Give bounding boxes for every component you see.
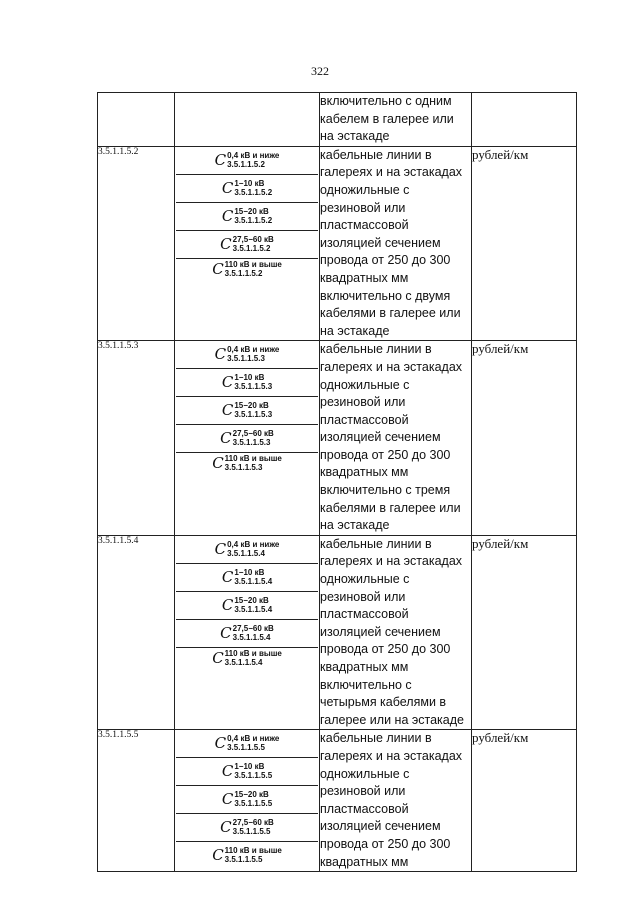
formula-sub: 3.5.1.1.5.4	[234, 576, 273, 586]
formula-0-4kv	[176, 341, 318, 369]
table-row	[98, 535, 577, 730]
formula-sup: 27,5−60 кВ	[232, 623, 274, 633]
formula-0-4kv	[176, 730, 318, 758]
code-cell	[98, 93, 175, 147]
formula-27-60kv	[176, 620, 318, 648]
formula-sup: 0,4 кВ и ниже	[227, 539, 280, 549]
formula-base: C	[221, 762, 234, 781]
formula-sup: 15−20 кВ	[234, 206, 269, 216]
formula-base: C	[212, 846, 224, 865]
formula-base: C	[220, 234, 232, 253]
formula-15-20kv	[176, 786, 318, 814]
formula-sub: 3.5.1.1.5.2	[232, 243, 271, 253]
formula-sup: 1−10 кВ	[234, 178, 265, 188]
code-cell: 3.5.1.1.5.2	[98, 146, 175, 341]
formula-base: C	[221, 206, 234, 225]
formula-sup: 27,5−60 кВ	[232, 429, 274, 439]
formula-sup: 27,5−60 кВ	[232, 818, 274, 828]
formula-sub: 3.5.1.1.5.2	[224, 268, 263, 278]
page-number: 322	[311, 64, 329, 78]
description-cell	[320, 146, 472, 341]
unit-cell: рублей/км	[472, 730, 577, 872]
code-cell: 3.5.1.1.5.3	[98, 341, 175, 536]
formula-sub: 3.5.1.1.5.3	[234, 382, 273, 392]
formula-base: C	[220, 429, 232, 448]
formula-base: C	[214, 150, 227, 169]
formula-15-20kv	[176, 592, 318, 620]
formula-sub: 3.5.1.1.5.2	[234, 187, 273, 197]
description-text: включительно с одним кабелем в галерее или на эстакаде	[320, 94, 454, 144]
formula-sub: 3.5.1.1.5.4	[227, 548, 265, 558]
formula-sub: 3.5.1.1.5.4	[224, 657, 263, 667]
symbol-cell	[175, 146, 320, 341]
formula-base: C	[212, 648, 224, 667]
tariff-table	[97, 92, 577, 872]
unit-cell: рублей/км	[472, 146, 577, 341]
formula-sub: 3.5.1.1.5.5	[234, 771, 273, 781]
unit-cell: рублей/км	[472, 535, 577, 730]
formula-sub: 3.5.1.1.5.3	[232, 438, 271, 448]
formula-15-20kv	[176, 397, 318, 425]
formula-sub: 3.5.1.1.5.5	[232, 827, 271, 837]
formula-110kv	[176, 259, 318, 295]
formula-sup: 110 кВ и выше	[224, 846, 282, 856]
code-cell: 3.5.1.1.5.4	[98, 535, 175, 730]
description-cell	[320, 341, 472, 536]
description-text: кабельные линии в галереях и на эстакадах одножильные с резиновой или пластмассовой изоляцией сечением провода от 250 до 300 квадратных мм включительно с четырьмя кабелями в галерее или на эстакаде	[320, 536, 464, 727]
formula-1-10kv	[176, 564, 318, 592]
table-row	[98, 146, 577, 341]
description-text: кабельные линии в галереях и на эстакадах одножильные с резиновой или пластмассовой изоляцией сечением провода от 250 до 300 квадратных мм	[320, 731, 463, 869]
formula-base: C	[221, 373, 234, 392]
formula-sub: 3.5.1.1.5.4	[232, 632, 271, 642]
formula-sub: 3.5.1.1.5.3	[234, 410, 273, 420]
formula-sup: 110 кВ и выше	[224, 648, 282, 658]
formula-1-10kv	[176, 758, 318, 786]
formula-sup: 15−20 кВ	[234, 790, 269, 800]
formula-sub: 3.5.1.1.5.2	[234, 215, 273, 225]
formula-sub: 3.5.1.1.5.5	[234, 799, 273, 809]
formula-27-60kv	[176, 231, 318, 259]
formula-sub: 3.5.1.1.5.5	[224, 855, 263, 865]
symbol-cell	[175, 341, 320, 536]
formula-base: C	[221, 595, 234, 614]
formula-base: C	[212, 259, 224, 278]
description-cell	[320, 730, 472, 872]
formula-15-20kv	[176, 203, 318, 231]
formula-base: C	[221, 790, 234, 809]
formula-base: C	[212, 454, 224, 473]
formula-base: C	[214, 345, 227, 364]
formula-sub: 3.5.1.1.5.3	[227, 354, 265, 364]
formula-base: C	[220, 623, 232, 642]
table-row	[98, 730, 577, 872]
formula-110kv	[176, 842, 318, 869]
formula-sup: 0,4 кВ и ниже	[227, 734, 280, 744]
formula-base: C	[221, 567, 234, 586]
formula-0-4kv	[176, 147, 318, 175]
symbol-cell	[175, 730, 320, 872]
formula-base: C	[221, 401, 234, 420]
formula-sup: 1−10 кВ	[234, 373, 265, 383]
formula-base: C	[214, 539, 227, 558]
formula-sup: 110 кВ и выше	[224, 259, 282, 269]
code-cell: 3.5.1.1.5.5	[98, 730, 175, 872]
table-row-continuation	[98, 93, 577, 147]
description-cell	[320, 93, 472, 147]
unit-cell: рублей/км	[472, 341, 577, 536]
formula-sup: 27,5−60 кВ	[232, 234, 274, 244]
formula-sup: 1−10 кВ	[234, 567, 265, 577]
formula-110kv	[176, 453, 318, 489]
formula-0-4kv	[176, 536, 318, 564]
formula-27-60kv	[176, 814, 318, 842]
description-text: кабельные линии в галереях и на эстакадах одножильные с резиновой или пластмассовой изоляцией сечением провода от 250 до 300 квадратных мм включительно с двумя кабелями в галерее или на эстакаде	[320, 147, 463, 338]
formula-sup: 110 кВ и выше	[224, 454, 282, 464]
formula-base: C	[220, 818, 232, 837]
symbol-cell	[175, 93, 320, 147]
formula-110kv	[176, 648, 318, 684]
symbol-cell	[175, 535, 320, 730]
formula-sub: 3.5.1.1.5.3	[224, 463, 263, 473]
formula-sup: 0,4 кВ и ниже	[227, 345, 280, 355]
table-row	[98, 341, 577, 536]
formula-27-60kv	[176, 425, 318, 453]
formula-sub: 3.5.1.1.5.4	[234, 604, 273, 614]
formula-sub: 3.5.1.1.5.2	[227, 159, 265, 169]
unit-cell	[472, 93, 577, 147]
formula-sup: 1−10 кВ	[234, 762, 265, 772]
formula-sup: 15−20 кВ	[234, 595, 269, 605]
formula-base: C	[221, 178, 234, 197]
formula-1-10kv	[176, 369, 318, 397]
formula-sup: 0,4 кВ и ниже	[227, 150, 280, 160]
description-cell	[320, 535, 472, 730]
description-text: кабельные линии в галереях и на эстакадах одножильные с резиновой или пластмассовой изоляцией сечением провода от 250 до 300 квадратных мм включительно с тремя кабелями в галерее или на эстакаде	[320, 342, 463, 533]
formula-base: C	[214, 734, 227, 753]
formula-1-10kv	[176, 175, 318, 203]
formula-sub: 3.5.1.1.5.5	[227, 743, 265, 753]
formula-sup: 15−20 кВ	[234, 401, 269, 411]
